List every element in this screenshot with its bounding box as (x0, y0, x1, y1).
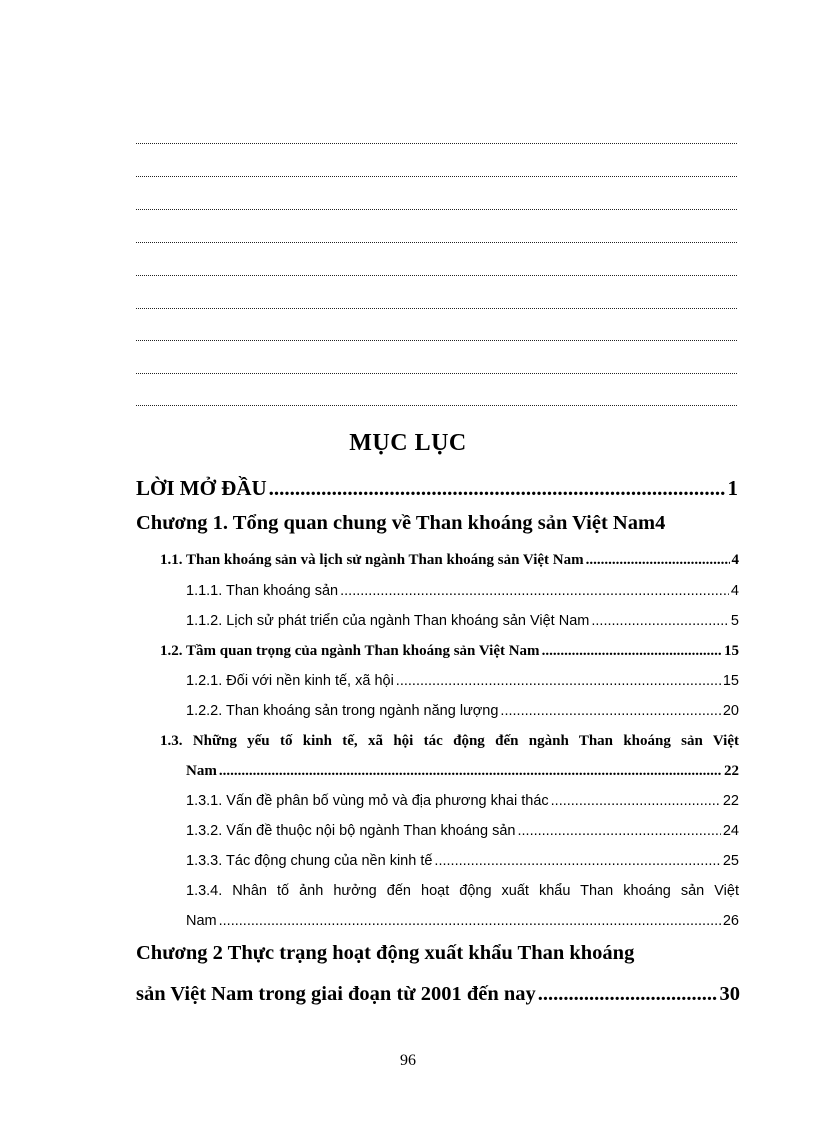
toc-entry-section-1-3-1[interactable] (186, 793, 739, 809)
toc-entry-page: 22 (724, 763, 739, 779)
toc-entry-chapter2-label[interactable]: Chương 2 Thực trạng hoạt động xuất khẩu Than khoáng (136, 942, 635, 964)
toc-entry-section-1-2[interactable] (160, 643, 739, 660)
toc-entry-label: 1.1.2. Lịch sử phát triển của ngành Than khoáng sản Việt Nam (186, 613, 590, 629)
toc-entry-page: 15 (724, 643, 739, 659)
toc-entry-section-1-1[interactable] (160, 552, 739, 569)
toc-entry-page: 5 (730, 613, 739, 629)
toc-entry-section-1-1-1[interactable] (186, 583, 739, 599)
dotted-line (136, 209, 737, 210)
toc-entry-page: 20 (722, 703, 739, 719)
toc-entry-intro[interactable] (136, 476, 738, 501)
toc-title: MỤC LỤC (349, 430, 467, 456)
toc-entry-label: Nam (186, 913, 217, 929)
toc-entry-page: 30 (719, 983, 740, 1005)
toc-entry-page: 4 (730, 583, 739, 599)
toc-entry-label: Chương 1. Tổng quan chung về Than khoáng sản Việt Nam (136, 512, 656, 534)
dot-leader (396, 673, 721, 689)
toc-entry-label: 1.1. Than khoáng sản và lịch sử ngành Than khoáng sản Việt Nam (160, 552, 584, 568)
dotted-line (136, 308, 737, 309)
toc-entry-label: 1.3.2. Vấn đề thuộc nội bộ ngành Than khoáng sản (186, 823, 516, 839)
toc-entry-chapter1[interactable] (136, 512, 740, 535)
toc-entry-section-1-3-label[interactable]: 1.3. Những yếu tố kinh tế, xã hội tác động đến ngành Than khoáng sản Việt (160, 733, 739, 749)
toc-entry-label: 1.1.1. Than khoáng sản (186, 583, 339, 599)
toc-entry-label: 1.3.1. Vấn đề phân bố vùng mỏ và địa phương khai thác (186, 793, 549, 809)
toc-entry-section-1-2-2[interactable] (186, 703, 739, 719)
toc-entry-section-1-2-1[interactable] (186, 673, 739, 689)
toc-entry-page: 24 (722, 823, 739, 839)
dotted-line (136, 373, 737, 374)
dotted-line (136, 340, 737, 341)
toc-entry-page: 25 (722, 853, 739, 869)
dotted-line (136, 143, 737, 144)
dot-leader (219, 763, 722, 780)
toc-entry-chapter2[interactable] (136, 983, 740, 1006)
toc-entry-label: 1.3.3. Tác động chung của nền kinh tế (186, 853, 433, 869)
toc-entry-label: 1.2.1. Đối với nền kinh tế, xã hội (186, 673, 394, 689)
dot-leader (538, 983, 718, 1006)
dot-leader (269, 476, 726, 501)
toc-entry-page: 4 (731, 552, 739, 568)
toc-entry-label: LỜI MỞ ĐẦU (136, 476, 267, 500)
dotted-line (136, 176, 737, 177)
toc-entry-label: sản Việt Nam trong giai đoạn từ 2001 đến nay (136, 983, 536, 1005)
dotted-line (136, 405, 737, 406)
toc-entry-label: 1.2. Tầm quan trọng của ngành Than khoáng sản Việt Nam (160, 643, 540, 659)
toc-entry-section-1-3-2[interactable] (186, 823, 739, 839)
dot-leader (434, 853, 720, 869)
toc-entry-section-1-3[interactable] (186, 763, 739, 780)
toc-entry-label: Nam (186, 763, 217, 779)
dot-leader (219, 913, 721, 929)
dotted-line (136, 242, 737, 243)
dot-leader (517, 823, 720, 839)
toc-entry-page: 1 (727, 476, 738, 500)
toc-entry-section-1-1-2[interactable] (186, 613, 739, 629)
page-number: 96 (400, 1052, 416, 1069)
toc-entry-page: 4 (655, 512, 666, 534)
toc-entry-section-1-3-4-label[interactable]: 1.3.4. Nhân tố ảnh hưởng đến hoạt động xuất khẩu Than khoáng sản Việt (186, 883, 739, 899)
dot-leader (500, 703, 720, 719)
toc-entry-section-1-3-4[interactable] (186, 913, 739, 929)
toc-entry-page: 15 (722, 673, 739, 689)
dot-leader (586, 552, 730, 569)
toc-entry-page: 26 (722, 913, 739, 929)
dot-leader (542, 643, 722, 660)
dot-leader (551, 793, 721, 809)
dot-leader (340, 583, 729, 599)
dotted-line (136, 275, 737, 276)
toc-entry-page: 22 (722, 793, 739, 809)
toc-entry-label: 1.2.2. Than khoáng sản trong ngành năng lượng (186, 703, 499, 719)
dot-leader (591, 613, 729, 629)
toc-entry-section-1-3-3[interactable] (186, 853, 739, 869)
